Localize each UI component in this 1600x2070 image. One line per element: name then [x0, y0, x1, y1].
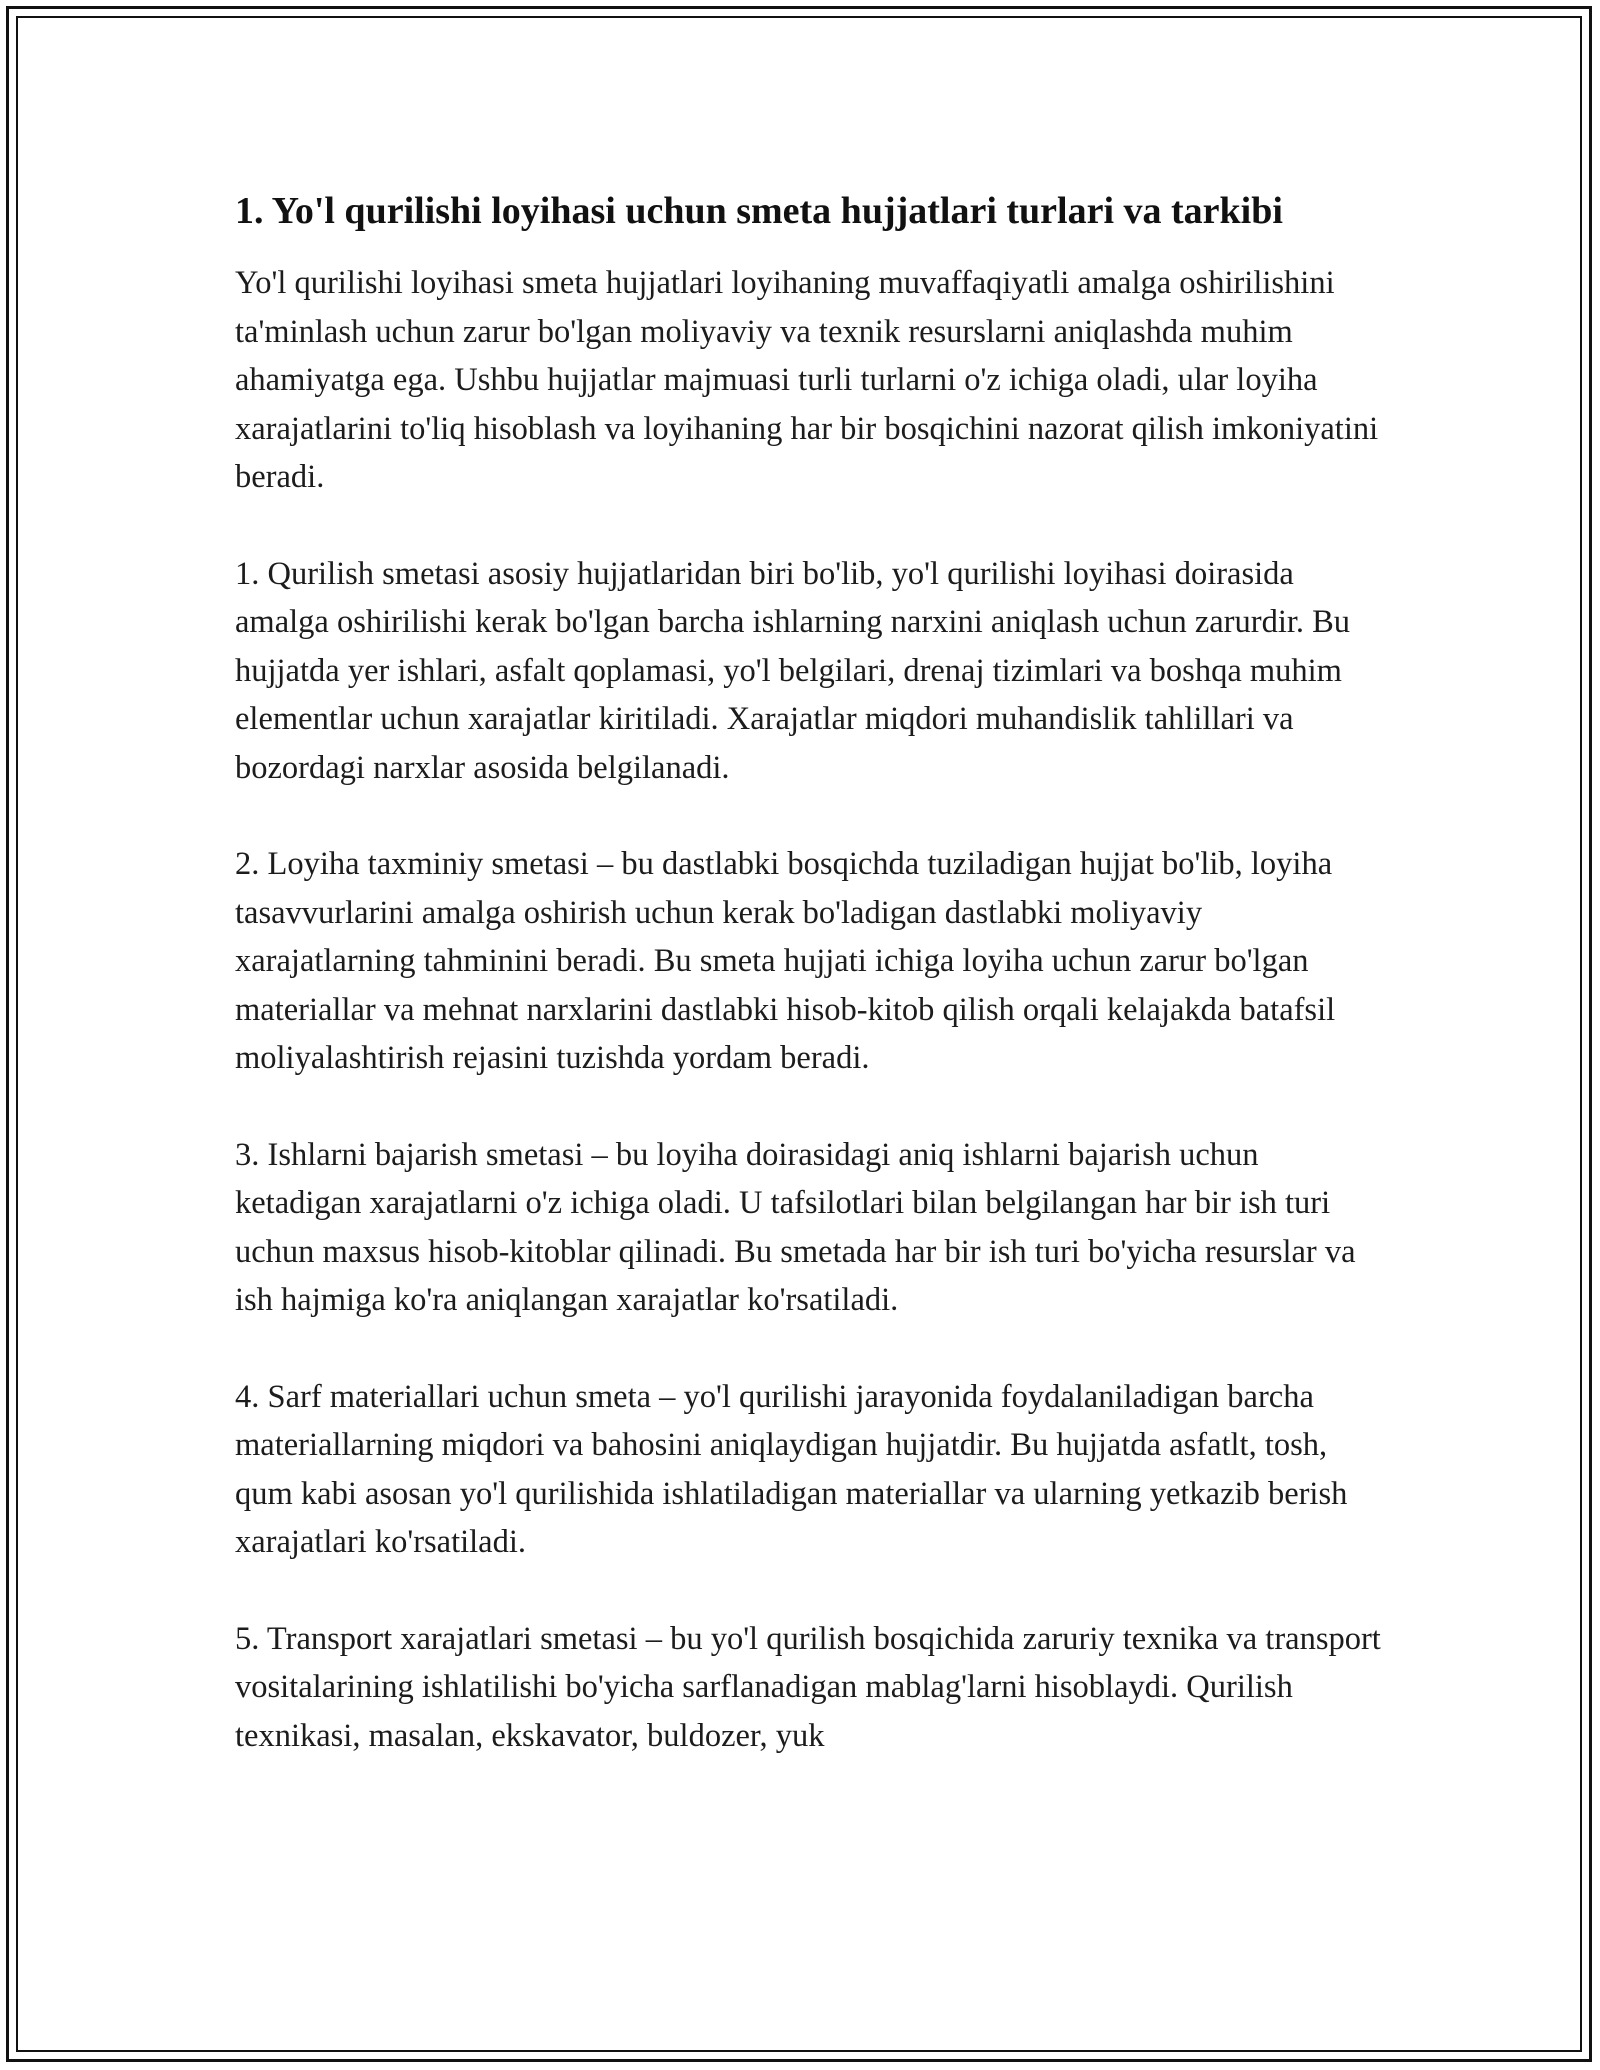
list-item-preliminary-estimate: 2. Loyiha taxminiy smetasi – bu dastlabki bosqichda tuziladigan hujjat bo'lib, loyiha tasavvurlarini amalga oshirish uchun kerak bo'ladigan dastlabki moliyaviy xarajatlarning tahminini beradi. Bu smeta hujjati ichiga loyiha uchun zarur bo'lgan materiallar va mehnat narxlarini dastlabki hisob-kitob qilish orqali kelajakda batafsil moliyalashtirish rejasini tuzishda yordam beradi. — [235, 846, 1336, 1076]
list-item-works-estimate: 3. Ishlarni bajarish smetasi – bu loyiha doirasidagi aniq ishlarni bajarish uchun ketadigan xarajatlarni o'z ichiga oladi. U tafsilotlari bilan belgilangan har bir ish turi uchun maxsus hisob-kitoblar qilinadi. Bu smetada har bir ish turi bo'yicha resurslar va ish hajmiga ko'ra aniqlangan xarajatlar ko'rsatiladi. — [235, 1136, 1356, 1318]
list-item-materials-estimate: 4. Sarf materiallari uchun smeta – yo'l qurilishi jarayonida foydalaniladigan barcha materiallarning miqdori va bahosini aniqlaydigan hujjatdir. Bu hujjatda asfatlt, tosh, qum kabi asosan yo'l qurilishida ishlatiladigan materiallar va ularning yetkazib berish xarajatlari ko'rsatiladi. — [235, 1378, 1348, 1560]
document-body — [235, 185, 1385, 1808]
section-heading: 1. Yo'l qurilishi loyihasi uchun smeta hujjatlari turlari va tarkibi — [235, 190, 1283, 232]
intro-paragraph: Yo'l qurilishi loyihasi smeta hujjatlari loyihaning muvaffaqiyatli amalga oshirilishini ta'minlash uchun zarur bo'lgan moliyaviy va texnik resurslarni aniqlashda muhim ahamiyatga ega. Ushbu hujjatlar majmuasi turli turlarni o'z ichiga oladi, ular loyiha xarajatlarini to'liq hisoblash va loyihaning har bir bosqichini nazorat qilish imkoniyatini beradi. — [235, 265, 1379, 495]
list-item-construction-estimate: 1. Qurilish smetasi asosiy hujjatlaridan biri bo'lib, yo'l qurilishi loyihasi doirasida amalga oshirilishi kerak bo'lgan barcha ishlarning narxini aniqlash uchun zarurdir. Bu hujjatda yer ishlari, asfalt qoplamasi, yo'l belgilari, drenaj tizimlari va boshqa muhim elementlar uchun xarajatlar kiritiladi. Xarajatlar miqdori muhandislik tahlillari va bozordagi narxlar asosida belgilanadi. — [235, 555, 1351, 786]
list-item-transport-estimate: 5. Transport xarajatlari smetasi – bu yo'l qurilish bosqichida zaruriy texnika va transport vositalarining ishlatilishi bo'yicha sarflanadigan mablag'larni hisoblaydi. Qurilish texnikasi, masalan, ekskavator, buldozer, yuk — [235, 1620, 1381, 1754]
